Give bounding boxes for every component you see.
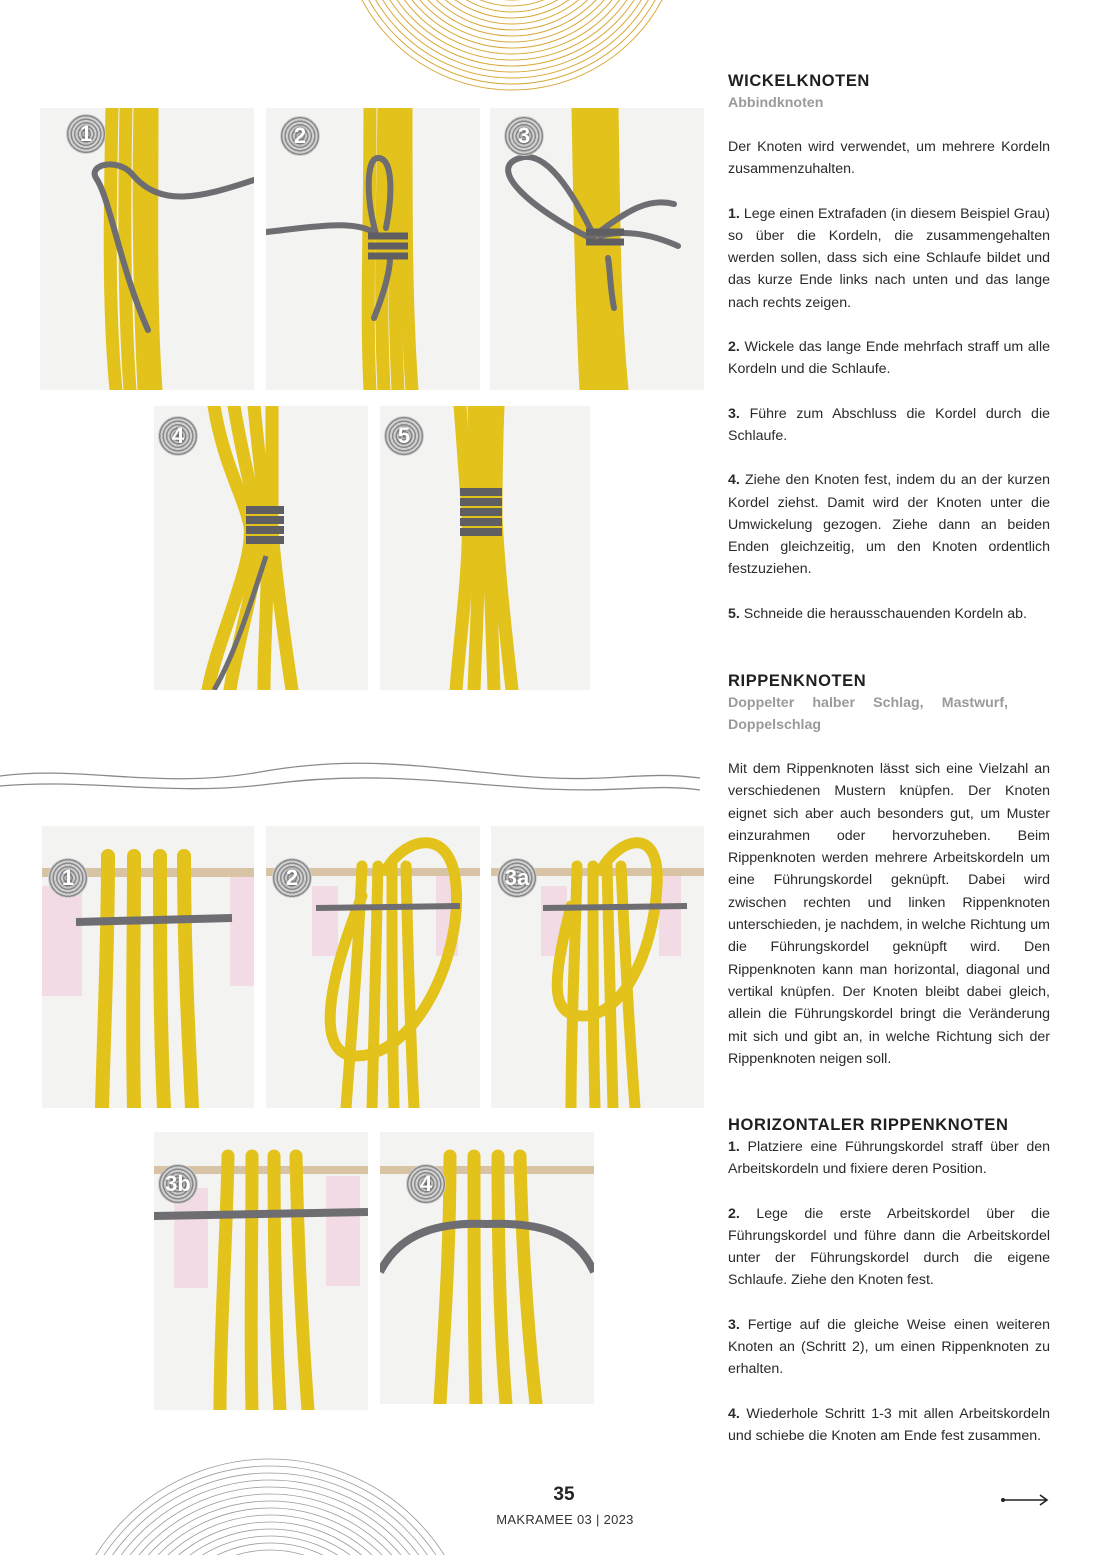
step-number: 5. [728, 605, 740, 622]
step-paragraph [728, 1403, 1050, 1448]
step-paragraph [728, 603, 1050, 625]
step-badge-label: 3a [504, 865, 530, 890]
step-badge [384, 416, 424, 456]
step-badge [272, 858, 312, 898]
photo-wickelknoten-step-2 [266, 108, 480, 390]
photo-wickelknoten-step-4 [154, 406, 368, 690]
step-paragraph [728, 403, 1050, 448]
section-rippenknoten [728, 670, 1050, 1070]
photo-rippenknoten-step-3a [491, 826, 704, 1108]
step-text: Lege einen Extrafaden (in diesem Beispiel Grau) so über die Kordeln, die zusammengehalten werden sollen, dass sich eine Schlaufe bildet und das kurze Ende links nach unten und das lange nach rechts zeigen. [728, 205, 1050, 311]
photo-rippenknoten-step-3b [154, 1132, 368, 1410]
section-title: WICKELKNOTEN [728, 72, 870, 90]
section-horizontaler-rippenknoten [728, 1114, 1050, 1447]
step-text: Fertige auf die gleiche Weise einen weiteren Knoten an (Schritt 2), um einen Rippenknoten zu erhalten. [728, 1316, 1050, 1378]
step-text: Lege die erste Arbeitskordel über die Führungskordel und führe dann die Arbeitskordel unter der Führungskordel durch die eigene Schlaufe. Ziehe den Knoten fest. [728, 1205, 1050, 1289]
step-badge [504, 116, 544, 156]
step-paragraph [728, 203, 1050, 314]
step-badge-label: 1 [79, 121, 93, 146]
section-wickelknoten [728, 70, 1050, 625]
step-text: Wiederhole Schritt 1-3 mit allen Arbeitskordeln und schiebe die Knoten am Ende fest zusammen. [728, 1405, 1050, 1444]
photo-wickelknoten-step-3 [490, 108, 704, 390]
section-title: HORIZONTALER RIPPENKNOTEN [728, 1116, 1009, 1134]
photo-rippenknoten-step-4 [380, 1132, 594, 1404]
step-badge [280, 116, 320, 156]
step-badge-label: 3b [165, 1171, 191, 1196]
step-badge-label: 5 [397, 423, 411, 448]
step-badge [158, 416, 198, 456]
step-paragraph [728, 336, 1050, 381]
step-badge [158, 1164, 198, 1204]
step-text: Ziehe den Knoten fest, indem du an der kurzen Kordel ziehst. Damit wird der Knoten unter die Umwickelung gezogen. Ziehe dann an beiden Enden gleichzeitig, um den Knoten ordentlich festzuziehen. [728, 472, 1050, 578]
step-text: Wickele das lange Ende mehrfach straff um alle Kordeln und die Schlaufe. [728, 339, 1050, 378]
photo-wickelknoten-step-5 [380, 406, 590, 690]
step-number: 2. [728, 1205, 740, 1222]
magazine-issue: MAKRAMEE 03 | 2023 [496, 1512, 634, 1527]
step-number: 4. [728, 472, 740, 489]
page-number: 35 [553, 1484, 575, 1505]
section-subtitle: Abbindknoten [728, 95, 824, 111]
step-paragraph [728, 1203, 1050, 1292]
step-badge-label: 4 [171, 423, 185, 448]
step-number: 2. [728, 339, 740, 356]
section-title: RIPPENKNOTEN [728, 672, 867, 690]
step-text: Platziere eine Führungskordel straff über den Arbeitskordeln und fixiere deren Position. [728, 1139, 1050, 1178]
step-text: Schneide die herausschauenden Kordeln ab. [743, 605, 1027, 622]
step-badge-label: 4 [419, 1171, 433, 1196]
step-number: 1. [728, 205, 740, 222]
section-intro: Der Knoten wird verwendet, um mehrere Kordeln zusammenzuhalten. [728, 139, 1050, 178]
step-badge [66, 114, 106, 154]
step-text: Führe zum Abschluss die Kordel durch die Schlaufe. [728, 405, 1050, 444]
photo-wickelknoten-step-1 [40, 108, 254, 390]
photo-rippenknoten-step-2 [266, 826, 480, 1108]
next-page-arrow-icon[interactable] [1000, 1493, 1050, 1507]
step-badge-label: 2 [285, 865, 299, 890]
step-paragraph [728, 469, 1050, 580]
step-number: 3. [728, 405, 740, 422]
step-paragraph [728, 1136, 1050, 1181]
step-badge-label: 3 [517, 123, 531, 148]
step-paragraph [728, 1314, 1050, 1381]
step-badge-label: 1 [61, 865, 75, 890]
section-subtitle: Doppelter halber Schlag, Mastwurf, Doppelschlag [728, 695, 1008, 733]
step-badge [406, 1164, 446, 1204]
step-badge-label: 2 [293, 123, 307, 148]
step-number: 1. [728, 1139, 740, 1155]
step-badge [497, 858, 537, 898]
step-badge [48, 858, 88, 898]
step-number: 4. [728, 1405, 740, 1422]
photo-rippenknoten-step-1 [42, 826, 254, 1108]
step-number: 3. [728, 1316, 740, 1333]
section-intro: Mit dem Rippenknoten lässt sich eine Vielzahl an verschiedenen Mustern knüpfen. Der Knoten eignet sich aber auch besonders gut, um Muster einzurahmen oder hervorzuheben. Beim Rippenknoten werden mehrere Arbeitskordeln um eine Führungskordel geknüpft. Dabei wird zwischen rechten und linken Rippenknoten unterschieden, je nachdem, in welche Richtung um die Führungskordel geknüpft wird. Den Rippenknoten kann man horizontal, diagonal und vertikal knüpfen. Der Knoten bleibt dabei gleich, allein die Führungskordel bringt die Veränderung mit sich und gibt an, in welche Richtung sich der Rippenknoten neigen soll. [728, 761, 1050, 1067]
